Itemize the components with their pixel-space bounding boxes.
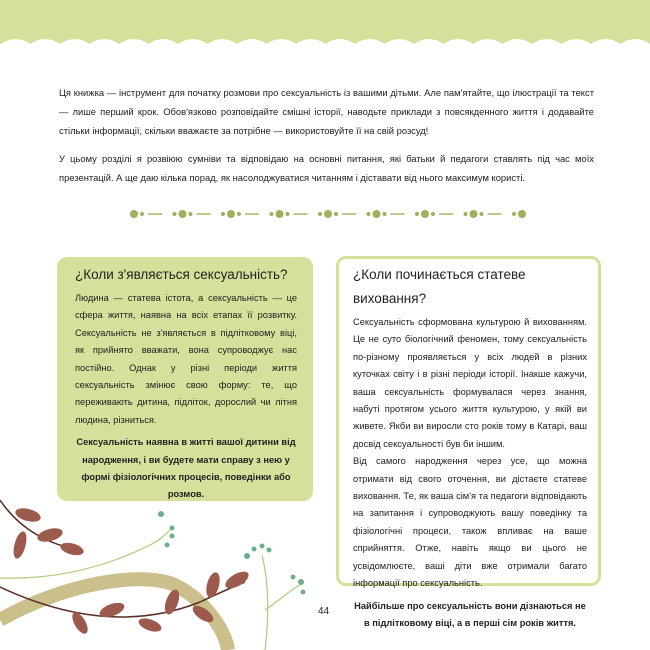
divider-dot — [221, 212, 225, 216]
box-emphasis: Сексуальність наявна в житті вашої дитини від народження, і ви будете мати справу з нею у формі фізіологічних процесів, поведінки або розмов. — [76, 437, 296, 500]
sexuality-info-box — [57, 257, 313, 501]
box-emphasis: Найбільше про сексуальність вони дізнаються не в підлітковому віці, а в перші сім років життя. — [354, 600, 586, 628]
divider-dot — [415, 212, 419, 216]
divider-dot — [140, 212, 144, 216]
divider-dot — [464, 212, 468, 216]
divider-dot — [318, 212, 322, 216]
intro-paragraph: У цьому розділі я розвіюю сумніви та відповідаю на основні питання, які батьки й педагоги ставлять під час моїх презентацій. А ще даю кілька порад, як насолоджуватися читанням і діставати від нього максимум користі. — [59, 153, 594, 183]
divider-dot — [334, 212, 338, 216]
divider-dot — [512, 212, 516, 216]
box-body: Сексуальність сформована культурою й вихованням. Це не суто біологічний феномен, тому сексуальність по-різному проявляється у всіх людей в різних куточках світу і в різні періоди історії. Інакше кажучи, ваша сексуальність формувалася через знання, набуті протягом усього життя культурою, у якій ви живете. Якби ви виросли сто років тому в Катарі, ваш досвід сексуальності був би іншим. — [353, 317, 587, 449]
box-body: Людина — статева істота, а сексуальність — це сфера життя, наявна на всіх етапах її розвитку. Сексуальність не з'являється в підлітковому віці, як прийнято вважати, вона супроводжує нас постійно. Однак у різні періоди життя сексуальність змінює свою форму: те, що переживають дитина, підліток, дорослий чи літня людина, різниться. — [75, 293, 297, 425]
divider-dot — [227, 210, 235, 218]
divider-dash — [439, 213, 453, 214]
divider-dot — [421, 210, 429, 218]
intro-paragraph: Ця книжка — інструмент для початку розмови про сексуальність із вашими дітьми. Але пам'ятайте, що ілюстрації та текст — лише перший крок. Обов'язково розповідайте смішні історії, наводьте приклади з повсякденного життя і додавайте стільки інформації, скільки вважаєте за потрібне — використовуйте її на свій розсуд! — [59, 87, 594, 136]
divider-dot — [480, 212, 484, 216]
intro-text — [59, 83, 594, 196]
box-title: ¿Коли з'являється сексуальність? — [75, 267, 288, 282]
divider-dot — [286, 212, 290, 216]
divider-dash — [488, 213, 502, 214]
branch-illustration — [0, 490, 330, 650]
divider-dash — [342, 213, 356, 214]
divider-dot — [276, 210, 284, 218]
divider-dot — [189, 212, 193, 216]
divider-dot — [179, 210, 187, 218]
divider-dot — [373, 210, 381, 218]
divider-dash — [148, 213, 162, 214]
divider-dot — [237, 212, 241, 216]
page-number: 44 — [318, 606, 330, 617]
divider-dot — [518, 210, 526, 218]
divider-dot — [270, 212, 274, 216]
divider-dot — [383, 212, 387, 216]
box-title: ¿Коли починається статеве виховання? — [353, 267, 526, 306]
divider-dash — [245, 213, 259, 214]
divider-dash — [197, 213, 211, 214]
divider-dot — [130, 210, 138, 218]
wavy-top-border — [0, 0, 650, 52]
dotted-divider — [128, 203, 528, 225]
divider-dot — [470, 210, 478, 218]
divider-dash — [294, 213, 308, 214]
divider-dot — [173, 212, 177, 216]
divider-dot — [324, 210, 332, 218]
box-body-2: Від самого народження через усе, що можна отримати від свого оточення, ви дістаєте статеве виховання. Те, як ваша сім'я та педагоги відповідають на запитання і супроводжують вашу поведінку та фізіологічні процеси, також впливає на ваше сприйняття. Отже, навіть якщо ви цього не усвідомлюєте, ваші діти вже отримали багато інформації про сексуальність. — [353, 456, 587, 589]
sex-education-info-box — [336, 256, 601, 628]
divider-dot — [367, 212, 371, 216]
divider-dash — [391, 213, 405, 214]
divider-dot — [431, 212, 435, 216]
